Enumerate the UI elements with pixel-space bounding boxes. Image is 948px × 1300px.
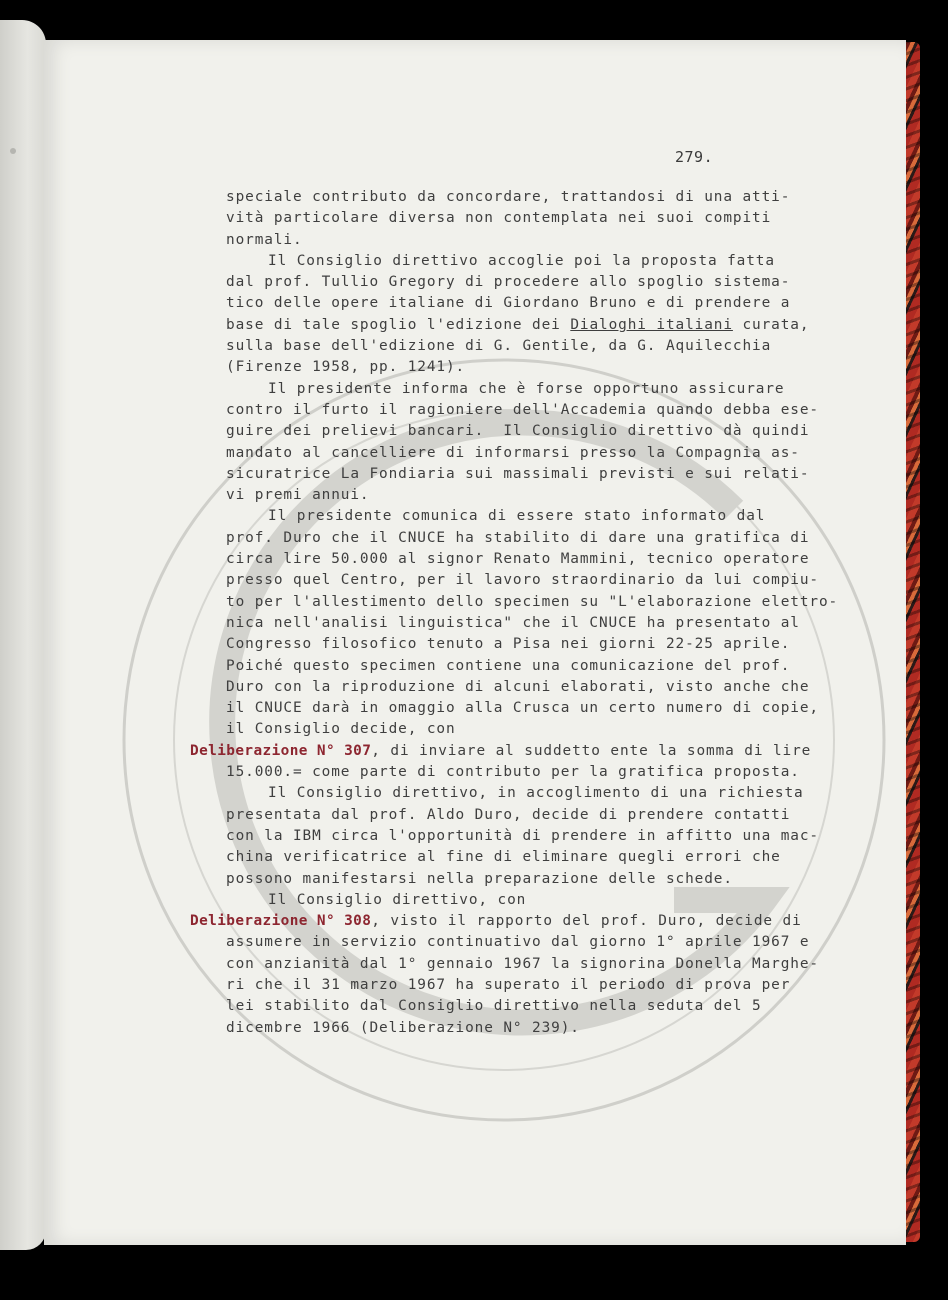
document-body	[190, 187, 839, 1039]
text-run: Congresso filosofico tenuto a Pisa nei giorni 22-25 aprile.	[226, 636, 791, 653]
text-line	[190, 634, 830, 655]
text-line	[190, 506, 830, 527]
text-line	[190, 549, 830, 570]
text-run: guire dei prelievi bancari. Il Consiglio direttivo dà quindi	[226, 423, 810, 440]
text-line	[190, 677, 830, 698]
text-run: curata,	[732, 316, 810, 333]
text-run: circa lire 50.000 al signor Renato Mammini, tecnico operatore	[226, 551, 810, 568]
text-line	[190, 272, 830, 293]
text-run: possono manifestarsi nella preparazione delle schede.	[226, 870, 733, 887]
text-line	[190, 528, 830, 549]
text-line	[190, 869, 830, 890]
binding-hole	[10, 148, 16, 154]
text-line	[190, 570, 830, 591]
page-number: 279.	[675, 148, 714, 166]
text-run: lei stabilito dal Consiglio direttivo nella seduta del 5	[226, 998, 762, 1015]
text-line	[190, 357, 830, 378]
left-page-edge	[0, 20, 46, 1250]
text-run: to per l'allestimento dello specimen su "L'elaborazione elettro-	[226, 593, 839, 610]
text-run: vità particolare diversa non contemplata nei suoi compiti	[226, 210, 772, 227]
text-run: Il Consiglio direttivo, in accoglimento di una richiesta	[268, 785, 804, 802]
text-run: ri che il 31 marzo 1967 ha superato il periodo di prova per	[226, 976, 791, 993]
text-run: sicuratrice La Fondiaria sui massimali previsti e sui relati-	[226, 465, 810, 482]
text-run: contro il furto il ragioniere dell'Accademia quando debba ese-	[226, 401, 819, 418]
text-line	[190, 762, 830, 783]
text-line	[190, 805, 830, 826]
text-line	[190, 613, 830, 634]
text-run: dicembre 1966 (Deliberazione N° 239).	[226, 1019, 580, 1036]
work-title: Dialoghi italiani	[570, 316, 733, 333]
text-run: Il presidente informa che è forse opportuno assicurare	[268, 380, 785, 397]
text-run: dal prof. Tullio Gregory di procedere allo spoglio sistema-	[226, 274, 791, 291]
text-run: Il Consiglio direttivo accoglie poi la proposta fatta	[268, 252, 775, 269]
text-run: base di tale spoglio l'edizione dei	[226, 316, 571, 333]
text-line	[190, 379, 830, 400]
text-line	[190, 826, 830, 847]
text-line	[190, 932, 830, 953]
text-line	[190, 1018, 830, 1039]
text-line	[190, 315, 830, 336]
text-line	[190, 400, 830, 421]
text-line	[190, 783, 830, 804]
text-run: prof. Duro che il CNUCE ha stabilito di dare una gratifica di	[226, 529, 810, 546]
text-run: sulla base dell'edizione di G. Gentile, da G. Aquilecchia	[226, 338, 772, 355]
text-run: normali.	[226, 231, 303, 248]
text-run: con la IBM circa l'opportunità di prendere in affitto una mac-	[226, 827, 819, 844]
text-line	[190, 187, 830, 208]
text-line	[190, 230, 830, 251]
text-line	[190, 464, 830, 485]
text-run: , di inviare al suddetto ente la somma di lire	[371, 742, 812, 759]
text-line	[190, 656, 830, 677]
text-line	[190, 954, 830, 975]
text-run: 15.000.= come parte di contributo per la gratifica proposta.	[226, 764, 800, 781]
text-line	[190, 485, 830, 506]
text-run: vi premi annui.	[226, 487, 370, 504]
text-line	[190, 719, 830, 740]
text-line	[190, 975, 830, 996]
deliberation-label: Deliberazione N° 307	[190, 742, 372, 759]
text-line	[190, 698, 830, 719]
text-run: speciale contributo da concordare, trattandosi di una atti-	[226, 189, 791, 205]
text-line	[190, 741, 830, 762]
text-run: Duro con la riproduzione di alcuni elaborati, visto anche che	[226, 678, 810, 695]
text-run: con anzianità dal 1° gennaio 1967 la signorina Donella Marghe-	[226, 955, 819, 972]
text-line	[190, 251, 830, 272]
text-line	[190, 421, 830, 442]
text-line	[190, 443, 830, 464]
text-run: china verificatrice al fine di eliminare quegli errori che	[226, 849, 781, 866]
text-run: tico delle opere italiane di Giordano Bruno e di prendere a	[226, 295, 791, 312]
text-run: , visto il rapporto del prof. Duro, decide di	[371, 913, 802, 930]
text-run: presso quel Centro, per il lavoro straordinario da lui compiu-	[226, 572, 819, 589]
text-line	[190, 847, 830, 868]
text-line	[190, 336, 830, 357]
text-run: Il Consiglio direttivo, con	[268, 891, 527, 908]
text-run: presentata dal prof. Aldo Duro, decide di prendere contatti	[226, 806, 791, 823]
text-run: nica nell'analisi linguistica" che il CNUCE ha presentato al	[226, 614, 800, 631]
text-run: Poiché questo specimen contiene una comunicazione del prof.	[226, 657, 791, 674]
text-line	[190, 890, 830, 911]
text-line	[190, 293, 830, 314]
deliberation-label: Deliberazione N° 308	[190, 913, 372, 930]
text-line	[190, 592, 839, 613]
text-run: mandato al cancelliere di informarsi presso la Compagnia as-	[226, 444, 800, 461]
text-run: il CNUCE darà in omaggio alla Crusca un certo numero di copie,	[226, 700, 819, 717]
text-line	[190, 996, 830, 1017]
text-run: Il presidente comunica di essere stato informato dal	[268, 508, 766, 525]
text-run: (Firenze 1958, pp. 1241).	[226, 359, 466, 376]
text-line	[190, 911, 830, 932]
text-line	[190, 208, 830, 229]
text-run: il Consiglio decide, con	[226, 721, 456, 738]
text-run: assumere in servizio continuativo dal giorno 1° aprile 1967 e	[226, 934, 810, 951]
